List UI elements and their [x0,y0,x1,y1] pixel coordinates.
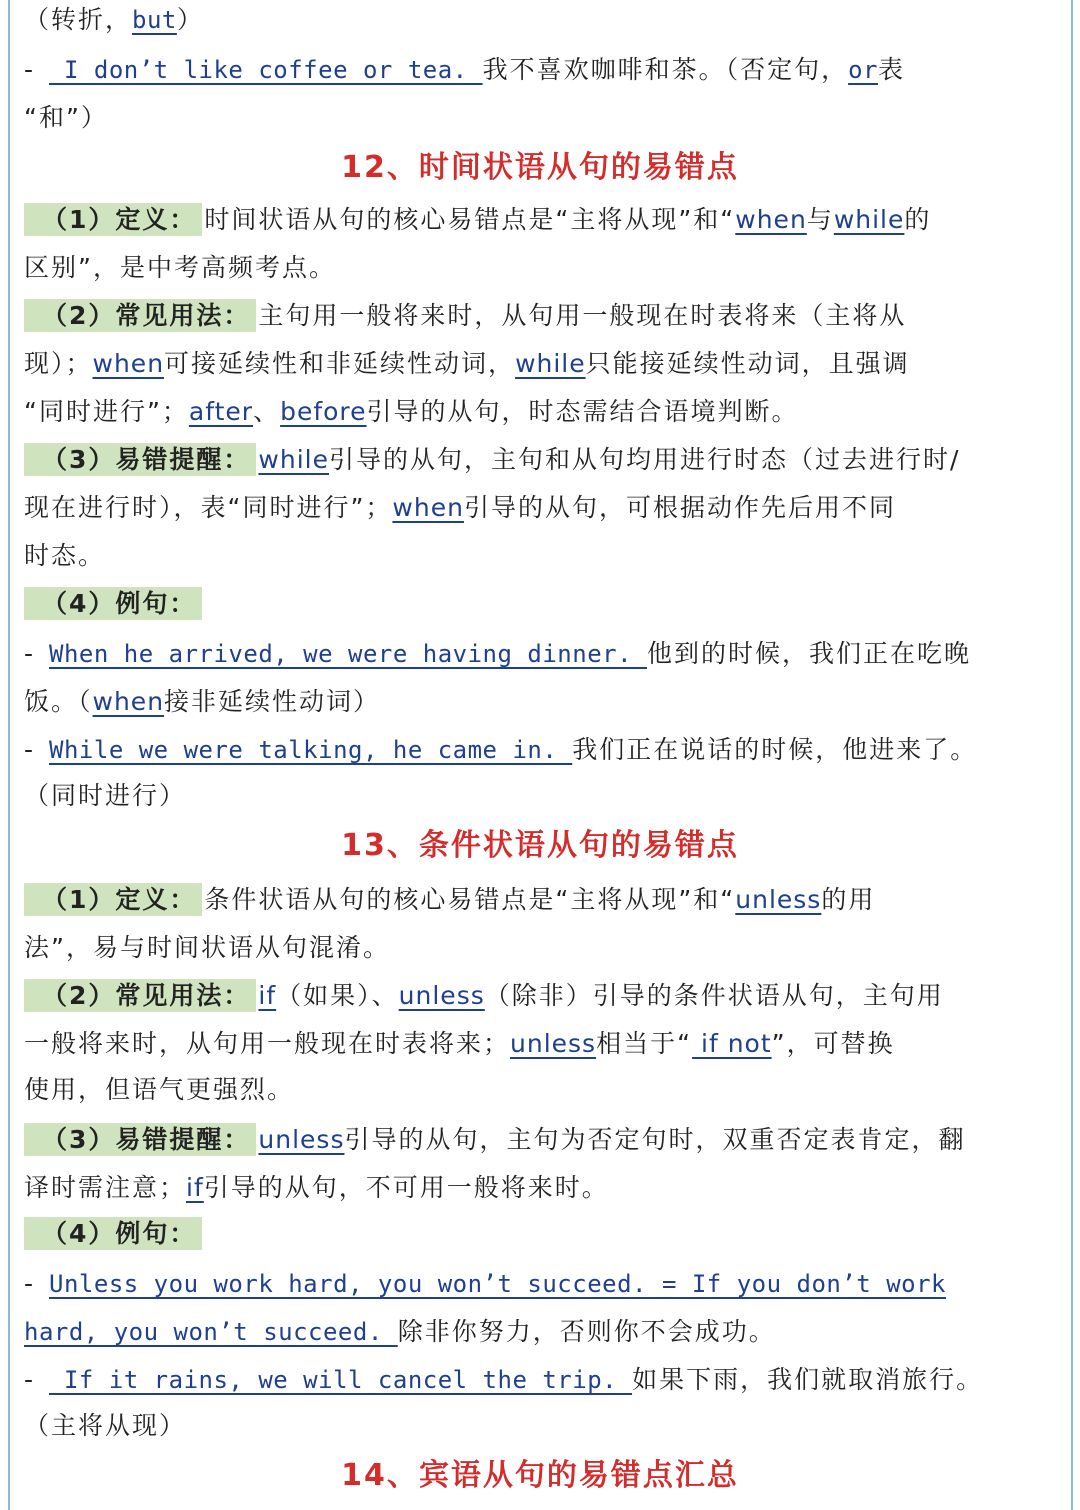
text-line [24,678,1060,726]
text: 引导的从句，时态需结合语境判断。 [366,397,799,426]
english-term: after [188,397,254,426]
text: 引导的从句，可根据动作先后用不同 [463,493,896,522]
example-label-line [24,580,1060,628]
usage-label: （2）常见用法： [24,979,256,1012]
section-heading-14: 14、宾语从句的易错点汇总 [341,1458,739,1493]
text: ） [176,5,204,34]
text: （同时进行） [24,781,187,810]
text: （转折， [24,5,133,34]
text: 除非你努力，否则你不会成功。 [397,1317,776,1346]
text: 引导的从句，主句为否定句时，双重否定表肯定，翻 [344,1125,966,1154]
example-line [24,1260,1060,1308]
example-line [24,1356,1060,1404]
text: “和”） [24,103,108,132]
english-term: while [258,445,329,474]
definition-line [24,876,1060,924]
section-heading-12: 12、时间状语从句的易错点 [341,150,739,185]
text-line [24,244,1060,292]
english-example: hard, you won’t succeed. [24,1318,398,1346]
english-term: if [258,981,277,1010]
english-term: when [392,493,464,522]
usage-line [24,972,1060,1020]
text: 只能接延续性动词，且强调 [585,349,910,378]
text: 表 [877,55,905,84]
text: 法”，易与时间状语从句混淆。 [24,933,390,962]
text: 的用 [821,885,876,914]
text-line [24,388,1060,436]
usage-label: （2）常见用法： [24,299,256,332]
bullet-dash: - [24,735,36,764]
english-term: unless [258,1125,345,1154]
text: 引导的从句，主句和从句均用进行时态（过去进行时/ [328,445,961,474]
text-line [24,1402,1060,1450]
english-term: while [833,205,905,234]
text: 如果下雨，我们就取消旅行。 [632,1365,984,1394]
usage-line [24,292,1060,340]
definition-label: （1）定义： [24,203,202,236]
text-line [24,1164,1060,1212]
text: ”，可替换 [771,1029,895,1058]
text: 一般将来时，从句用一般现在时表将来； [24,1029,511,1058]
text: 可接延续性和非延续性动词， [164,349,516,378]
tip-line [24,436,1060,484]
section-heading-13: 13、条件状语从句的易错点 [341,828,739,863]
text: 时态。 [24,541,106,570]
text-line [24,484,1060,532]
page-border-left [8,0,10,1510]
text-line [24,924,1060,972]
text-line [24,1308,1060,1356]
text-line [24,94,1060,142]
english-example: If it rains, we will cancel the trip. [49,1366,633,1394]
english-term: if not [692,1029,772,1058]
text: （除非）引导的条件状语从句，主句用 [484,981,944,1010]
tip-label: （3）易错提醒： [24,443,256,476]
text: 他到的时候，我们正在吃晚 [647,639,972,668]
english-term: while [515,349,586,378]
definition-label: （1）定义： [24,883,202,916]
text-line [24,532,1060,580]
example-label-line [24,1210,1060,1258]
text-line [24,772,1060,820]
text: 现在进行时），表“同时进行”； [24,493,393,522]
bullet-dash: - [24,639,36,668]
text: 我不喜欢咖啡和茶。（否定句， [482,55,849,84]
text: 条件状语从句的核心易错点是“主将从现”和“ [204,885,736,914]
english-example: When he arrived, we were having dinner. [49,640,647,668]
text: 接非延续性动词） [164,687,381,716]
english-example: I don’t like coffee or tea. [49,56,483,84]
text: 相当于“ [596,1029,693,1058]
english-term: but [132,6,177,34]
text: “同时进行”； [24,397,189,426]
english-term: unless [735,885,822,914]
text: 的 [904,205,932,234]
text: （主将从现） [24,1411,187,1440]
text: 、 [253,397,281,426]
english-term: unless [398,981,485,1010]
text: 与 [806,205,834,234]
bullet-dash: - [24,55,36,84]
bullet-dash: - [24,1269,36,1298]
definition-line [24,196,1060,244]
tip-label: （3）易错提醒： [24,1123,256,1156]
example-label: （4）例句： [24,1217,202,1250]
text: （如果）、 [276,981,399,1010]
english-example: Unless you work hard, you won’t succeed. = If you don’t work [49,1270,946,1298]
text-line [24,1020,1060,1068]
example-line [24,726,1060,774]
text: 饭。（ [24,687,93,716]
page-border-right [1071,0,1073,1510]
text: 现）； [24,349,93,378]
text-line [24,1066,1060,1114]
example-line [24,630,1060,678]
english-term: before [280,397,367,426]
english-term: when [92,349,165,378]
english-term: unless [510,1029,597,1058]
text: 引导的从句，不可用一般将来时。 [203,1173,609,1202]
text-line [24,46,1060,94]
bullet-dash: - [24,1365,36,1394]
text: 区别”，是中考高频考点。 [24,253,336,282]
text: 使用，但语气更强烈。 [24,1075,295,1104]
text: 我们正在说话的时候，他进来了。 [572,735,978,764]
text-line [24,0,1060,44]
text: 译时需注意； [24,1173,187,1202]
text: 时间状语从句的核心易错点是“主将从现”和“ [204,205,736,234]
text: 主句用一般将来时，从句用一般现在时表将来（主将从 [258,301,907,330]
tip-line [24,1116,1060,1164]
english-term: or [848,56,878,84]
english-term: when [735,205,807,234]
example-label: （4）例句： [24,587,202,620]
text-line [24,340,1060,388]
english-term: when [92,687,165,716]
english-example: While we were talking, he came in. [49,736,573,764]
english-term: if [186,1173,204,1202]
